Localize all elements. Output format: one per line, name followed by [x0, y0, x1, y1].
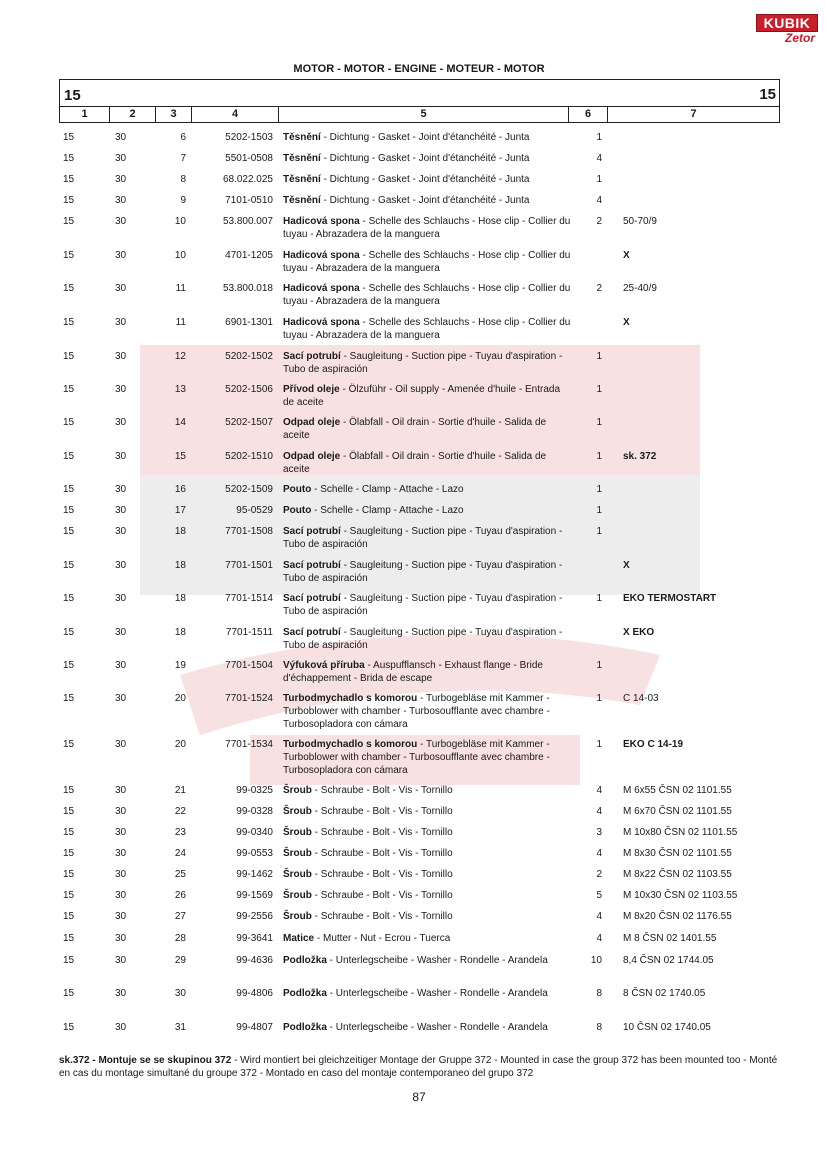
- cell-part-number: 53.800.018: [222, 283, 273, 294]
- cell-position: 11: [175, 317, 186, 328]
- cell-subgroup: 30: [115, 1022, 127, 1033]
- part-name-cz: Sací potrubí: [283, 593, 341, 604]
- cell-part-number: 5202-1506: [225, 384, 273, 395]
- cell-subgroup: 30: [115, 806, 127, 817]
- cell-quantity: 10: [590, 955, 602, 966]
- part-name-cz: Sací potrubí: [283, 351, 341, 362]
- cell-description: [283, 805, 573, 818]
- cell-description: [283, 784, 573, 797]
- cell-position: 21: [174, 785, 186, 796]
- part-name-translations: - Mutter - Nut - Ecrou - Tuerca: [314, 933, 451, 944]
- cell-group: 15: [63, 988, 75, 999]
- part-name-translations: - Unterlegscheibe - Washer - Rondelle - Arandela: [326, 1022, 548, 1033]
- cell-subgroup: 30: [115, 505, 127, 516]
- cell-quantity: 1: [596, 417, 602, 428]
- cell-part-number: 99-0328: [236, 806, 273, 817]
- cell-position: 28: [174, 933, 186, 944]
- part-name-translations: - Schraube - Bolt - Vis - Tornillo: [311, 785, 453, 796]
- column-header-1: 1: [60, 107, 110, 122]
- part-name-cz: Turbodmychadlo s komorou: [283, 693, 418, 704]
- cell-description: [283, 692, 573, 731]
- part-name-cz: Hadicová spona: [283, 216, 360, 227]
- cell-quantity: 2: [596, 869, 602, 880]
- cell-note: M 8x30 ČSN 02 1101.55: [623, 848, 732, 859]
- part-name-translations: - Saugleitung - Suction pipe - Tuyau d'aspiration - Tubo de aspiración: [283, 351, 563, 375]
- cell-group: 15: [63, 693, 75, 704]
- part-name-translations: - Turbogebläse mit Kammer - Turboblower with chamber - Turbosoufflante avec chambre - Turbosopladora con cámara: [283, 693, 550, 730]
- part-name-translations: - Schelle - Clamp - Attache - Lazo: [311, 484, 464, 495]
- cell-quantity: 1: [596, 351, 602, 362]
- part-name-translations: - Saugleitung - Suction pipe - Tuyau d'aspiration - Tubo de aspiración: [283, 560, 563, 584]
- cell-quantity: 1: [596, 660, 602, 671]
- cell-quantity: 1: [596, 593, 602, 604]
- cell-position: 18: [174, 526, 186, 537]
- cell-subgroup: 30: [115, 988, 127, 999]
- part-name-translations: - Unterlegscheibe - Washer - Rondelle - Arandela: [326, 955, 548, 966]
- cell-description: [283, 194, 573, 207]
- cell-note: EKO C 14-19: [623, 739, 684, 750]
- cell-quantity: 2: [596, 216, 602, 227]
- part-name-cz: Sací potrubí: [283, 560, 341, 571]
- column-header-7: 7: [690, 108, 697, 120]
- cell-quantity: 4: [596, 806, 602, 817]
- column-header-4: 4: [192, 107, 279, 122]
- cell-part-number: 5202-1503: [225, 132, 273, 143]
- cell-part-number: 99-4636: [236, 955, 273, 966]
- part-name-cz: Šroub: [283, 869, 312, 880]
- cell-part-number: 4701-1205: [225, 250, 273, 261]
- cell-subgroup: 30: [115, 451, 127, 462]
- cell-part-number: 68.022.025: [222, 174, 273, 185]
- cell-quantity: 1: [596, 384, 602, 395]
- cell-subgroup: 30: [115, 560, 127, 571]
- cell-note: M 6x55 ČSN 02 1101.55: [623, 785, 732, 796]
- part-name-cz: Šroub: [283, 848, 312, 859]
- cell-description: [283, 173, 573, 186]
- cell-position: 11: [175, 283, 186, 294]
- cell-description: [283, 215, 573, 241]
- part-name-cz: Matice: [283, 933, 315, 944]
- part-name-cz: Šroub: [283, 806, 312, 817]
- part-name-translations: - Dichtung - Gasket - Joint d'étanchéité - Junta: [320, 153, 530, 164]
- part-name-translations: - Dichtung - Gasket - Joint d'étanchéité - Junta: [320, 132, 530, 143]
- cell-quantity: 4: [596, 195, 602, 206]
- cell-subgroup: 30: [115, 593, 127, 604]
- cell-position: 13: [174, 384, 186, 395]
- part-name-translations: - Auspufflansch - Exhaust flange - Bride d'échappement - Brida de escape: [283, 660, 543, 684]
- part-name-cz: Hadicová spona: [283, 250, 360, 261]
- cell-subgroup: 30: [115, 384, 127, 395]
- cell-quantity: 4: [596, 153, 602, 164]
- cell-part-number: 7701-1534: [225, 739, 273, 750]
- cell-note: X EKO: [623, 627, 655, 638]
- cell-subgroup: 30: [115, 911, 127, 922]
- cell-position: 20: [174, 739, 186, 750]
- cell-part-number: 7701-1504: [225, 660, 273, 671]
- cell-subgroup: 30: [115, 174, 127, 185]
- footnote-text: - Wird montiert bei gleichzeitiger Montage der Gruppe 372 - Mounted in case the group 372 has been mounted too - Monté en cas du montage simultané du groupe 372 - Montado en caso del montaje contemporaneo del grupo 372: [59, 1055, 778, 1079]
- part-name-cz: Podložka: [283, 1022, 327, 1033]
- cell-subgroup: 30: [115, 627, 127, 638]
- cell-group: 15: [63, 484, 75, 495]
- cell-description: [283, 738, 573, 777]
- cell-position: 18: [174, 627, 186, 638]
- cell-position: 9: [180, 195, 186, 206]
- cell-note: X: [623, 560, 630, 571]
- cell-group: 15: [63, 195, 75, 206]
- cell-part-number: 5202-1509: [225, 484, 273, 495]
- cell-subgroup: 30: [115, 216, 127, 227]
- cell-subgroup: 30: [115, 955, 127, 966]
- cell-part-number: 99-1569: [236, 890, 273, 901]
- cell-description: [283, 416, 573, 442]
- part-name-translations: - Unterlegscheibe - Washer - Rondelle - Arandela: [326, 988, 548, 999]
- cell-part-number: 99-0340: [236, 827, 273, 838]
- cell-subgroup: 30: [115, 195, 127, 206]
- cell-position: 15: [174, 451, 186, 462]
- cell-description: [283, 504, 573, 517]
- cell-group: 15: [63, 250, 75, 261]
- cell-group: 15: [63, 526, 75, 537]
- cell-description: [283, 131, 573, 144]
- cell-subgroup: 30: [115, 132, 127, 143]
- cell-group: 15: [63, 739, 75, 750]
- cell-subgroup: 30: [115, 933, 127, 944]
- part-name-cz: Podložka: [283, 988, 327, 999]
- cell-group: 15: [63, 505, 75, 516]
- cell-group: 15: [63, 806, 75, 817]
- cell-part-number: 53.800.007: [222, 216, 273, 227]
- cell-group: 15: [63, 560, 75, 571]
- cell-description: [283, 889, 573, 902]
- cell-note: 8 ČSN 02 1740.05: [623, 988, 706, 999]
- part-name-translations: - Saugleitung - Suction pipe - Tuyau d'aspiration - Tubo de aspiración: [283, 627, 563, 651]
- part-name-cz: Těsnění: [283, 153, 321, 164]
- cell-quantity: 4: [596, 785, 602, 796]
- cell-description: [283, 954, 573, 967]
- cell-subgroup: 30: [115, 351, 127, 362]
- cell-position: 20: [174, 693, 186, 704]
- cell-subgroup: 30: [115, 827, 127, 838]
- part-name-translations: - Schraube - Bolt - Vis - Tornillo: [311, 890, 453, 901]
- part-name-cz: Těsnění: [283, 174, 321, 185]
- cell-note: 10 ČSN 02 1740.05: [623, 1022, 711, 1033]
- cell-part-number: 7701-1514: [225, 593, 273, 604]
- cell-subgroup: 30: [115, 869, 127, 880]
- part-name-cz: Odpad oleje: [283, 451, 341, 462]
- cell-group: 15: [63, 660, 75, 671]
- cell-part-number: 99-4807: [236, 1022, 273, 1033]
- cell-quantity: 5: [596, 890, 602, 901]
- cell-group: 15: [63, 785, 75, 796]
- cell-note: sk. 372: [623, 451, 657, 462]
- cell-description: [283, 592, 573, 618]
- cell-group: 15: [63, 216, 75, 227]
- cell-position: 18: [174, 593, 186, 604]
- cell-quantity: 2: [596, 283, 602, 294]
- cell-part-number: 5202-1510: [225, 451, 273, 462]
- part-name-cz: Těsnění: [283, 132, 321, 143]
- cell-position: 7: [180, 153, 186, 164]
- part-name-cz: Šroub: [283, 827, 312, 838]
- part-name-translations: - Dichtung - Gasket - Joint d'étanchéité - Junta: [320, 174, 530, 185]
- cell-part-number: 7701-1501: [225, 560, 273, 571]
- part-name-translations: - Dichtung - Gasket - Joint d'étanchéité - Junta: [320, 195, 530, 206]
- cell-group: 15: [63, 627, 75, 638]
- cell-description: [283, 249, 573, 275]
- column-header-2: 2: [110, 107, 156, 122]
- part-name-cz: Turbodmychadlo s komorou: [283, 739, 418, 750]
- cell-part-number: 7101-0510: [225, 195, 273, 206]
- cell-position: 30: [174, 988, 186, 999]
- part-name-translations: - Schelle des Schlauchs - Hose clip - Collier du tuyau - Abrazadera de la manguera: [283, 216, 571, 240]
- page-title: MOTOR - MOTOR - ENGINE - MOTEUR - MOTOR: [293, 63, 545, 75]
- cell-note: M 8x22 ČSN 02 1103.55: [623, 869, 732, 880]
- part-name-cz: Šroub: [283, 911, 312, 922]
- cell-description: [283, 450, 573, 476]
- cell-position: 19: [174, 660, 186, 671]
- cell-position: 18: [174, 560, 186, 571]
- cell-position: 12: [174, 351, 186, 362]
- cell-description: [283, 868, 573, 881]
- cell-quantity: 8: [596, 1022, 602, 1033]
- cell-subgroup: 30: [115, 484, 127, 495]
- cell-group: 15: [63, 890, 75, 901]
- part-name-translations: - Schraube - Bolt - Vis - Tornillo: [311, 806, 453, 817]
- part-name-cz: Výfuková příruba: [283, 660, 365, 671]
- part-name-cz: Šroub: [283, 890, 312, 901]
- cell-quantity: 1: [596, 484, 602, 495]
- cell-position: 16: [174, 484, 186, 495]
- cell-position: 31: [174, 1022, 186, 1033]
- cell-group: 15: [63, 848, 75, 859]
- cell-description: [283, 316, 573, 342]
- cell-part-number: 6901-1301: [225, 317, 273, 328]
- cell-part-number: 7701-1524: [225, 693, 273, 704]
- cell-note: M 6x70 ČSN 02 1101.55: [623, 806, 732, 817]
- cell-group: 15: [63, 827, 75, 838]
- column-header-5: 5: [279, 107, 569, 122]
- part-name-translations: - Schelle des Schlauchs - Hose clip - Collier du tuyau - Abrazadera de la manguera: [283, 283, 571, 307]
- cell-position: 22: [174, 806, 186, 817]
- cell-description: [283, 152, 573, 165]
- cell-group: 15: [63, 283, 75, 294]
- cell-part-number: 7701-1511: [225, 627, 273, 638]
- cell-group: 15: [63, 384, 75, 395]
- cell-quantity: 1: [596, 451, 602, 462]
- cell-subgroup: 30: [115, 739, 127, 750]
- cell-quantity: 1: [596, 174, 602, 185]
- cell-description: [283, 826, 573, 839]
- part-name-cz: Těsnění: [283, 195, 321, 206]
- part-name-translations: - Schelle des Schlauchs - Hose clip - Collier du tuyau - Abrazadera de la manguera: [283, 250, 571, 274]
- cell-group: 15: [63, 869, 75, 880]
- cell-description: [283, 910, 573, 923]
- cell-position: 8: [180, 174, 186, 185]
- part-name-translations: - Saugleitung - Suction pipe - Tuyau d'aspiration - Tubo de aspiración: [283, 526, 563, 550]
- part-name-translations: - Schelle - Clamp - Attache - Lazo: [311, 505, 464, 516]
- part-name-cz: Přívod oleje: [283, 384, 340, 395]
- cell-group: 15: [63, 593, 75, 604]
- cell-group: 15: [63, 174, 75, 185]
- cell-description: [283, 559, 573, 585]
- cell-note: M 8x20 ČSN 02 1176.55: [623, 911, 732, 922]
- cell-subgroup: 30: [115, 660, 127, 671]
- cell-position: 27: [174, 911, 186, 922]
- cell-group: 15: [63, 132, 75, 143]
- cell-description: [283, 932, 573, 945]
- part-name-cz: Pouto: [283, 505, 312, 516]
- cell-quantity: 4: [596, 911, 602, 922]
- cell-part-number: 99-4806: [236, 988, 273, 999]
- cell-subgroup: 30: [115, 283, 127, 294]
- cell-description: [283, 987, 573, 1000]
- cell-position: 10: [174, 216, 186, 227]
- cell-description: [283, 847, 573, 860]
- cell-group: 15: [63, 153, 75, 164]
- cell-position: 6: [180, 132, 186, 143]
- cell-part-number: 5202-1502: [225, 351, 273, 362]
- part-name-translations: - Ölabfall - Oil drain - Sortie d'huile - Salida de aceite: [283, 417, 547, 441]
- logo-kubik-text: KUBIK: [756, 14, 818, 32]
- part-name-translations: - Ölzuführ - Oil supply - Amenée d'huile - Entrada de aceite: [283, 384, 561, 408]
- cell-subgroup: 30: [115, 317, 127, 328]
- cell-note: M 10x30 ČSN 02 1103.55: [623, 890, 738, 901]
- cell-quantity: 1: [596, 526, 602, 537]
- cell-note: X: [623, 317, 630, 328]
- cell-subgroup: 30: [115, 693, 127, 704]
- cell-position: 17: [174, 505, 186, 516]
- cell-part-number: 99-3641: [236, 933, 273, 944]
- cell-quantity: 4: [596, 848, 602, 859]
- part-name-translations: - Schraube - Bolt - Vis - Tornillo: [311, 869, 453, 880]
- part-name-cz: Hadicová spona: [283, 317, 360, 328]
- cell-part-number: 99-1462: [236, 869, 273, 880]
- cell-quantity: 1: [596, 693, 602, 704]
- cell-subgroup: 30: [115, 153, 127, 164]
- cell-description: [283, 525, 573, 551]
- cell-description: [283, 1021, 573, 1034]
- cell-note: 50-70/9: [623, 216, 657, 227]
- cell-part-number: 95-0529: [236, 505, 273, 516]
- cell-quantity: 1: [596, 505, 602, 516]
- cell-position: 24: [174, 848, 186, 859]
- cell-group: 15: [63, 911, 75, 922]
- cell-subgroup: 30: [115, 890, 127, 901]
- part-name-translations: - Turbogebläse mit Kammer - Turboblower with chamber - Turbosoufflante avec chambre - Turbosopladora con cámara: [283, 739, 550, 776]
- part-name-translations: - Schelle des Schlauchs - Hose clip - Collier du tuyau - Abrazadera de la manguera: [283, 317, 571, 341]
- cell-description: [283, 350, 573, 376]
- logo-zetor-text: Zetor: [785, 31, 815, 45]
- section-number-right: 15: [759, 86, 776, 103]
- cell-subgroup: 30: [115, 785, 127, 796]
- cell-part-number: 7701-1508: [225, 526, 273, 537]
- part-name-cz: Šroub: [283, 785, 312, 796]
- cell-position: 10: [174, 250, 186, 261]
- cell-subgroup: 30: [115, 417, 127, 428]
- cell-position: 23: [174, 827, 186, 838]
- cell-description: [283, 483, 573, 496]
- part-name-translations: - Ölabfall - Oil drain - Sortie d'huile - Salida de aceite: [283, 451, 547, 475]
- cell-description: [283, 383, 573, 409]
- part-name-cz: Pouto: [283, 484, 312, 495]
- part-name-translations: - Schraube - Bolt - Vis - Tornillo: [311, 848, 453, 859]
- cell-position: 14: [174, 417, 186, 428]
- cell-group: 15: [63, 351, 75, 362]
- column-header-3: 3: [156, 107, 192, 122]
- part-name-translations: - Schraube - Bolt - Vis - Tornillo: [311, 911, 453, 922]
- part-name-cz: Podložka: [283, 955, 327, 966]
- cell-part-number: 99-0553: [236, 848, 273, 859]
- cell-quantity: 3: [596, 827, 602, 838]
- cell-part-number: 99-0325: [236, 785, 273, 796]
- cell-group: 15: [63, 451, 75, 462]
- cell-position: 29: [174, 955, 186, 966]
- cell-quantity: 8: [596, 988, 602, 999]
- cell-subgroup: 30: [115, 526, 127, 537]
- footnote-label: sk.372 - Montuje se se skupinou 372: [59, 1055, 232, 1066]
- cell-note: 25-40/9: [623, 283, 657, 294]
- cell-description: [283, 626, 573, 652]
- column-header-6: 6: [569, 107, 608, 122]
- part-name-cz: Sací potrubí: [283, 526, 341, 537]
- cell-group: 15: [63, 417, 75, 428]
- cell-note: 8,4 ČSN 02 1744.05: [623, 955, 714, 966]
- cell-note: EKO TERMOSTART: [623, 593, 717, 604]
- cell-note: C 14-03: [623, 693, 659, 704]
- section-number-left: 15: [64, 87, 81, 104]
- part-name-translations: - Saugleitung - Suction pipe - Tuyau d'aspiration - Tubo de aspiración: [283, 593, 563, 617]
- cell-note: M 10x80 ČSN 02 1101.55: [623, 827, 738, 838]
- cell-group: 15: [63, 933, 75, 944]
- cell-description: [283, 659, 573, 685]
- cell-subgroup: 30: [115, 848, 127, 859]
- cell-position: 25: [174, 869, 186, 880]
- cell-position: 26: [174, 890, 186, 901]
- footnote: [59, 1054, 787, 1080]
- part-name-cz: Sací potrubí: [283, 627, 341, 638]
- cell-part-number: 5202-1507: [225, 417, 273, 428]
- page-number: 87: [412, 1090, 426, 1104]
- cell-group: 15: [63, 317, 75, 328]
- cell-note: M 8 ČSN 02 1401.55: [623, 933, 717, 944]
- part-name-cz: Odpad oleje: [283, 417, 341, 428]
- cell-quantity: 4: [596, 933, 602, 944]
- cell-quantity: 1: [596, 739, 602, 750]
- part-name-cz: Hadicová spona: [283, 283, 360, 294]
- cell-quantity: 1: [596, 132, 602, 143]
- cell-group: 15: [63, 1022, 75, 1033]
- part-name-translations: - Schraube - Bolt - Vis - Tornillo: [311, 827, 453, 838]
- cell-subgroup: 30: [115, 250, 127, 261]
- cell-part-number: 99-2556: [236, 911, 273, 922]
- cell-description: [283, 282, 573, 308]
- cell-note: X: [623, 250, 630, 261]
- cell-group: 15: [63, 955, 75, 966]
- cell-part-number: 5501-0508: [225, 153, 273, 164]
